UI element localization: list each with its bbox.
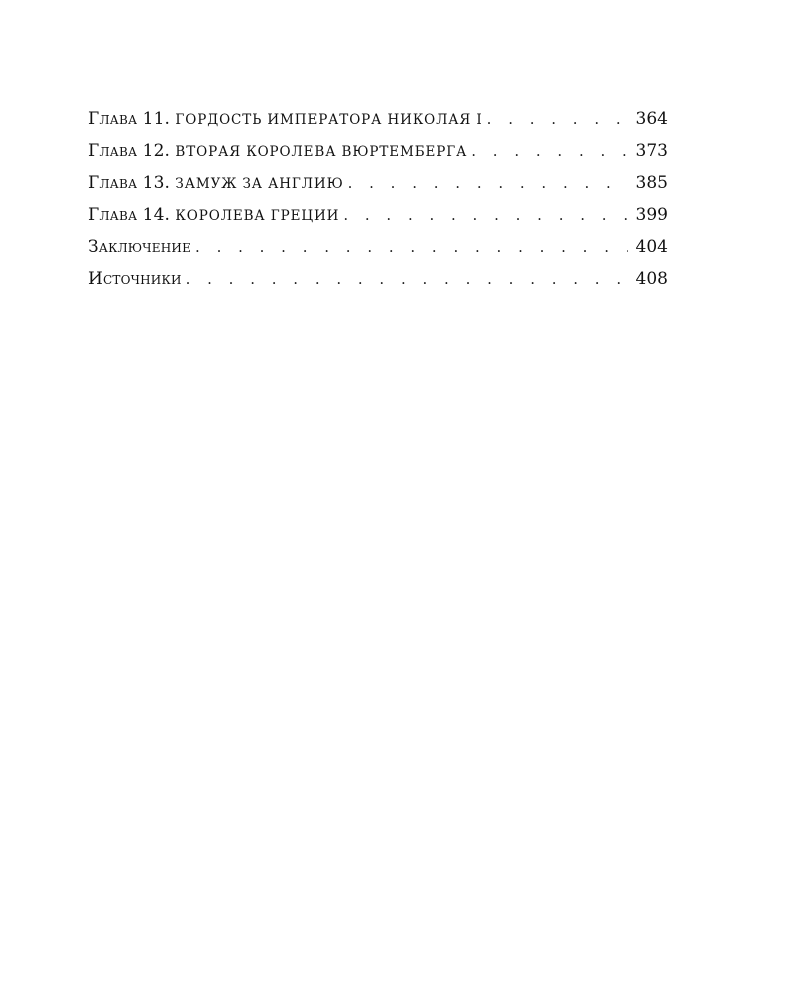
toc-entry-chapter-13[interactable] <box>88 171 668 203</box>
chapter-prefix: Глава <box>88 205 138 225</box>
entry-label <box>88 267 182 291</box>
chapter-title: ЗАМУЖ ЗА АНГЛИЮ <box>175 176 344 192</box>
chapter-number: 14. <box>142 205 171 225</box>
entry-label <box>88 107 483 132</box>
chapter-prefix: Глава <box>88 109 138 129</box>
chapter-number: 11. <box>142 109 171 129</box>
chapter-number: 12. <box>142 141 171 161</box>
page-number: 399 <box>635 205 668 225</box>
page-number: 364 <box>635 109 668 129</box>
entry-label <box>88 171 344 196</box>
chapter-prefix: Глава <box>88 173 138 193</box>
chapter-title: ВТОРАЯ КОРОЛЕВА ВЮРТЕМБЕРГА <box>175 144 468 160</box>
toc-entry-chapter-12[interactable] <box>88 139 668 171</box>
dot-leader <box>195 235 628 259</box>
chapter-number: 13. <box>142 173 171 193</box>
chapter-title: КОРОЛЕВА ГРЕЦИИ <box>175 208 340 224</box>
dot-leader <box>487 107 628 131</box>
dot-leader <box>343 203 627 227</box>
table-of-contents <box>88 107 668 299</box>
page-number: 408 <box>635 269 668 289</box>
page-number: 385 <box>635 173 668 193</box>
dot-leader <box>471 139 627 163</box>
dot-leader <box>186 267 628 291</box>
page-number: 404 <box>635 237 668 257</box>
entry-label <box>88 235 191 259</box>
page-number: 373 <box>635 141 668 161</box>
toc-entry-sources[interactable] <box>88 267 668 299</box>
toc-entry-chapter-14[interactable] <box>88 203 668 235</box>
section-title: Заключение <box>88 237 192 257</box>
section-title: Источники <box>88 269 182 289</box>
chapter-prefix: Глава <box>88 141 138 161</box>
toc-entry-conclusion[interactable] <box>88 235 668 267</box>
entry-label <box>88 203 339 228</box>
chapter-title: ГОРДОСТЬ ИМПЕРАТОРА НИКОЛАЯ I <box>175 112 483 128</box>
toc-entry-chapter-11[interactable] <box>88 107 668 139</box>
entry-label <box>88 139 467 164</box>
dot-leader <box>348 171 628 195</box>
